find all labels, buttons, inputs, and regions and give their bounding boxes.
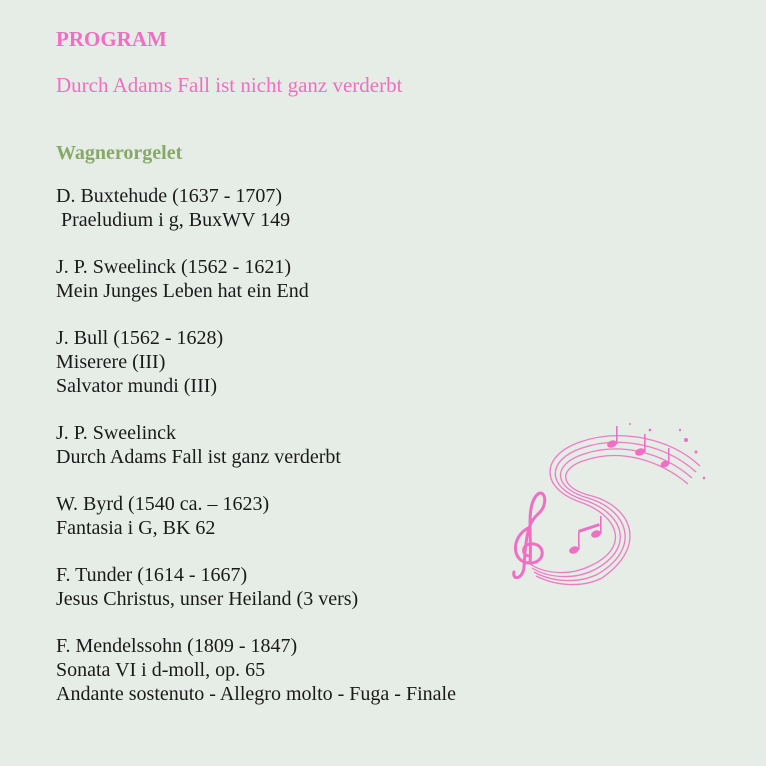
program-subtitle: Durch Adams Fall ist nicht ganz verderbt: [56, 73, 403, 97]
work-title: Praeludium i g, BuxWV 149: [56, 209, 291, 231]
composer-name: D. Buxtehude (1637 - 1707): [56, 185, 283, 207]
work-title: Mein Junges Leben hat ein End: [56, 280, 309, 302]
composer-name: J. P. Sweelinck (1562 - 1621): [56, 256, 291, 278]
piece-item: [56, 255, 716, 303]
composer-name: J. Bull (1562 - 1628): [56, 327, 224, 349]
program-heading: PROGRAM: [56, 27, 167, 51]
piece-item: [56, 184, 716, 232]
composer-name: F. Mendelssohn (1809 - 1847): [56, 635, 298, 657]
piece-item: [56, 634, 716, 706]
composer-name: W. Byrd (1540 ca. – 1623): [56, 493, 270, 515]
work-title: Sonata VI i d-moll, op. 65: [56, 659, 266, 681]
work-title: Andante sostenuto - Allegro molto - Fuga - Finale: [56, 683, 456, 705]
work-title: Salvator mundi (III): [56, 375, 218, 397]
work-title: Durch Adams Fall ist ganz verderbt: [56, 446, 341, 468]
work-title: Jesus Christus, unser Heiland (3 vers): [56, 588, 359, 610]
music-staff-swirl-icon: [500, 418, 710, 588]
venue-heading: Wagnerorgelet: [56, 142, 183, 164]
composer-name: F. Tunder (1614 - 1667): [56, 564, 248, 586]
program-page: [56, 26, 716, 729]
composer-name: J. P. Sweelinck: [56, 422, 176, 444]
work-title: Fantasia i G, BK 62: [56, 517, 216, 539]
work-title: Miserere (III): [56, 351, 166, 373]
piece-item: [56, 326, 716, 398]
